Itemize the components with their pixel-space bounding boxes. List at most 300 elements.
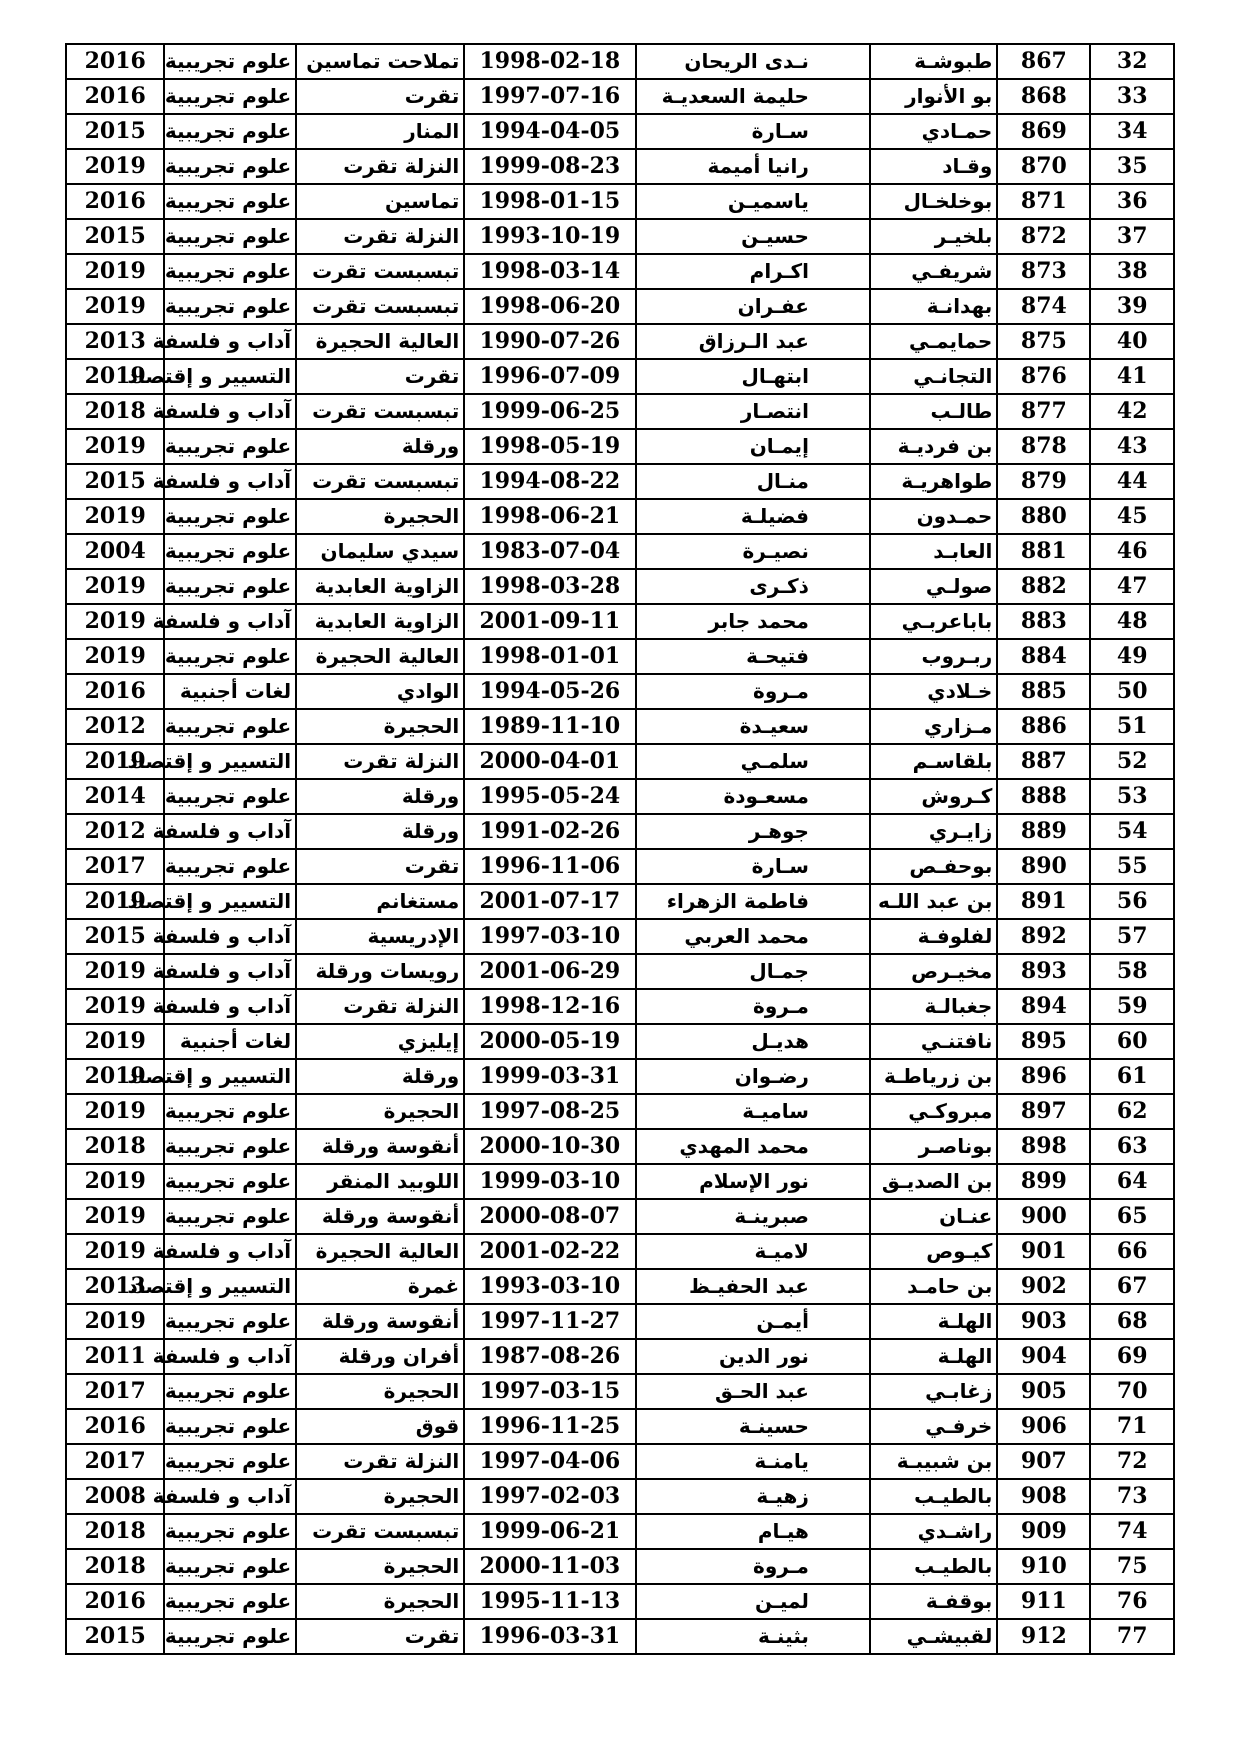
last-name-cell: بوحفـص xyxy=(870,849,997,884)
place-cell: ورقلة xyxy=(296,429,464,464)
last-name-cell: بوقفـة xyxy=(870,1584,997,1619)
table-row xyxy=(66,464,1174,499)
birth-date-cell: 1996-03-31 xyxy=(464,1619,635,1654)
registration-number-cell: 909 xyxy=(997,1514,1090,1549)
year-cell: 2019 xyxy=(66,254,164,289)
row-number-cell: 74 xyxy=(1090,1514,1174,1549)
stream-cell: آداب و فلسفة xyxy=(164,604,296,639)
table-row xyxy=(66,1304,1174,1339)
stream-cell: علوم تجريبية xyxy=(164,44,296,79)
stream-cell: علوم تجريبية xyxy=(164,1094,296,1129)
place-cell: إيليزي xyxy=(296,1024,464,1059)
first-name-cell: محمد العربي xyxy=(636,919,870,954)
row-number-cell: 53 xyxy=(1090,779,1174,814)
table-row xyxy=(66,1374,1174,1409)
table-row xyxy=(66,919,1174,954)
registration-number-cell: 904 xyxy=(997,1339,1090,1374)
stream-cell: علوم تجريبية xyxy=(164,534,296,569)
first-name-cell: هديـل xyxy=(636,1024,870,1059)
table-row xyxy=(66,1164,1174,1199)
birth-date-cell: 2001-07-17 xyxy=(464,884,635,919)
registration-number-cell: 873 xyxy=(997,254,1090,289)
row-number-cell: 34 xyxy=(1090,114,1174,149)
place-cell: تقرت xyxy=(296,79,464,114)
row-number-cell: 44 xyxy=(1090,464,1174,499)
row-number-cell: 76 xyxy=(1090,1584,1174,1619)
stream-cell: علوم تجريبية xyxy=(164,1584,296,1619)
birth-date-cell: 1999-03-10 xyxy=(464,1164,635,1199)
last-name-cell: بوخلخـال xyxy=(870,184,997,219)
first-name-cell: نصيـرة xyxy=(636,534,870,569)
birth-date-cell: 1998-01-01 xyxy=(464,639,635,674)
registration-number-cell: 876 xyxy=(997,359,1090,394)
first-name-cell: مـروة xyxy=(636,1549,870,1584)
registration-number-cell: 883 xyxy=(997,604,1090,639)
birth-date-cell: 1987-08-26 xyxy=(464,1339,635,1374)
registration-number-cell: 871 xyxy=(997,184,1090,219)
table-row xyxy=(66,569,1174,604)
last-name-cell: كـروش xyxy=(870,779,997,814)
row-number-cell: 64 xyxy=(1090,1164,1174,1199)
stream-cell: علوم تجريبية xyxy=(164,184,296,219)
first-name-cell: نور الإسلام xyxy=(636,1164,870,1199)
registration-number-cell: 868 xyxy=(997,79,1090,114)
table-row xyxy=(66,289,1174,324)
table-row xyxy=(66,1444,1174,1479)
registration-number-cell: 867 xyxy=(997,44,1090,79)
birth-date-cell: 2001-02-22 xyxy=(464,1234,635,1269)
place-cell: ورقلة xyxy=(296,1059,464,1094)
last-name-cell: بن حامـد xyxy=(870,1269,997,1304)
table-row xyxy=(66,219,1174,254)
row-number-cell: 33 xyxy=(1090,79,1174,114)
last-name-cell: ربـروب xyxy=(870,639,997,674)
first-name-cell: محمد المهدي xyxy=(636,1129,870,1164)
row-number-cell: 59 xyxy=(1090,989,1174,1024)
place-cell: الحجيرة xyxy=(296,1094,464,1129)
last-name-cell: خـلادي xyxy=(870,674,997,709)
registration-number-cell: 893 xyxy=(997,954,1090,989)
table-row xyxy=(66,324,1174,359)
table-row xyxy=(66,849,1174,884)
stream-cell: التسيير و إقتصاد xyxy=(164,744,296,779)
birth-date-cell: 1999-08-23 xyxy=(464,149,635,184)
first-name-cell: عبد الحفيـظ xyxy=(636,1269,870,1304)
row-number-cell: 38 xyxy=(1090,254,1174,289)
first-name-cell: جمـال xyxy=(636,954,870,989)
last-name-cell: حمـدون xyxy=(870,499,997,534)
year-cell: 2015 xyxy=(66,1619,164,1654)
place-cell: سيدي سليمان xyxy=(296,534,464,569)
table-row xyxy=(66,1094,1174,1129)
table-row xyxy=(66,1479,1174,1514)
first-name-cell: يامنـة xyxy=(636,1444,870,1479)
table-row xyxy=(66,79,1174,114)
year-cell: 2017 xyxy=(66,849,164,884)
table-row xyxy=(66,359,1174,394)
registration-number-cell: 895 xyxy=(997,1024,1090,1059)
place-cell: ورقلة xyxy=(296,814,464,849)
stream-cell: علوم تجريبية xyxy=(164,1444,296,1479)
birth-date-cell: 1997-02-03 xyxy=(464,1479,635,1514)
place-cell: النزلة تقرت xyxy=(296,219,464,254)
birth-date-cell: 1997-03-10 xyxy=(464,919,635,954)
place-cell: الحجيرة xyxy=(296,709,464,744)
first-name-cell: حسينـة xyxy=(636,1409,870,1444)
last-name-cell: بن عبد اللـه xyxy=(870,884,997,919)
registration-number-cell: 898 xyxy=(997,1129,1090,1164)
place-cell: تبسبست تقرت xyxy=(296,289,464,324)
registration-number-cell: 885 xyxy=(997,674,1090,709)
first-name-cell: سـارة xyxy=(636,849,870,884)
table-row xyxy=(66,184,1174,219)
birth-date-cell: 1993-10-19 xyxy=(464,219,635,254)
place-cell: أنقوسة ورقلة xyxy=(296,1199,464,1234)
stream-cell: علوم تجريبية xyxy=(164,289,296,324)
registration-number-cell: 882 xyxy=(997,569,1090,604)
last-name-cell: بهدانـة xyxy=(870,289,997,324)
place-cell: النزلة تقرت xyxy=(296,989,464,1024)
year-cell: 2015 xyxy=(66,919,164,954)
place-cell: قوق xyxy=(296,1409,464,1444)
year-cell: 2019 xyxy=(66,639,164,674)
first-name-cell: عبد الحـق xyxy=(636,1374,870,1409)
year-cell: 2019 xyxy=(66,569,164,604)
birth-date-cell: 1997-11-27 xyxy=(464,1304,635,1339)
year-cell: 2015 xyxy=(66,114,164,149)
last-name-cell: حمايمـي xyxy=(870,324,997,359)
year-cell: 2019 xyxy=(66,499,164,534)
stream-cell: علوم تجريبية xyxy=(164,569,296,604)
birth-date-cell: 1996-07-09 xyxy=(464,359,635,394)
birth-date-cell: 1991-02-26 xyxy=(464,814,635,849)
first-name-cell: حليمة السعديـة xyxy=(636,79,870,114)
place-cell: أنقوسة ورقلة xyxy=(296,1129,464,1164)
first-name-cell: نور الدين xyxy=(636,1339,870,1374)
table-row xyxy=(66,744,1174,779)
stream-cell: علوم تجريبية xyxy=(164,149,296,184)
year-cell: 2016 xyxy=(66,44,164,79)
registration-number-cell: 892 xyxy=(997,919,1090,954)
row-number-cell: 43 xyxy=(1090,429,1174,464)
birth-date-cell: 2000-08-07 xyxy=(464,1199,635,1234)
stream-cell: علوم تجريبية xyxy=(164,1199,296,1234)
row-number-cell: 58 xyxy=(1090,954,1174,989)
table-row xyxy=(66,604,1174,639)
year-cell: 2011 xyxy=(66,1339,164,1374)
table-row xyxy=(66,429,1174,464)
row-number-cell: 32 xyxy=(1090,44,1174,79)
birth-date-cell: 2000-11-03 xyxy=(464,1549,635,1584)
first-name-cell: سلمـي xyxy=(636,744,870,779)
birth-date-cell: 1983-07-04 xyxy=(464,534,635,569)
place-cell: اللوبيد المنقر xyxy=(296,1164,464,1199)
first-name-cell: سـارة xyxy=(636,114,870,149)
stream-cell: التسيير و إقتصاد xyxy=(164,1269,296,1304)
birth-date-cell: 2000-10-30 xyxy=(464,1129,635,1164)
first-name-cell: ابتهـال xyxy=(636,359,870,394)
last-name-cell: مبروكـي xyxy=(870,1094,997,1129)
first-name-cell: فتيحـة xyxy=(636,639,870,674)
place-cell: الحجيرة xyxy=(296,499,464,534)
last-name-cell: شريفـي xyxy=(870,254,997,289)
place-cell: النزلة تقرت xyxy=(296,1444,464,1479)
last-name-cell: الهلـة xyxy=(870,1339,997,1374)
year-cell: 2019 xyxy=(66,1059,164,1094)
first-name-cell: محمد جابر xyxy=(636,604,870,639)
table-row xyxy=(66,149,1174,184)
place-cell: أنقوسة ورقلة xyxy=(296,1304,464,1339)
last-name-cell: مـزاري xyxy=(870,709,997,744)
stream-cell: آداب و فلسفة xyxy=(164,324,296,359)
stream-cell: آداب و فلسفة xyxy=(164,954,296,989)
stream-cell: علوم تجريبية xyxy=(164,254,296,289)
last-name-cell: عنـان xyxy=(870,1199,997,1234)
table-row xyxy=(66,254,1174,289)
table-row xyxy=(66,779,1174,814)
first-name-cell: صبرينـة xyxy=(636,1199,870,1234)
table-row xyxy=(66,1409,1174,1444)
student-table xyxy=(65,43,1175,1655)
last-name-cell: خرفـي xyxy=(870,1409,997,1444)
row-number-cell: 77 xyxy=(1090,1619,1174,1654)
row-number-cell: 52 xyxy=(1090,744,1174,779)
first-name-cell: رضـوان xyxy=(636,1059,870,1094)
place-cell: غمرة xyxy=(296,1269,464,1304)
birth-date-cell: 1994-04-05 xyxy=(464,114,635,149)
year-cell: 2018 xyxy=(66,1129,164,1164)
table-row xyxy=(66,1199,1174,1234)
first-name-cell: فاطمة الزهراء xyxy=(636,884,870,919)
first-name-cell: ياسميـن xyxy=(636,184,870,219)
stream-cell: علوم تجريبية xyxy=(164,1409,296,1444)
first-name-cell: حسيـن xyxy=(636,219,870,254)
row-number-cell: 48 xyxy=(1090,604,1174,639)
stream-cell: لغات أجنبية xyxy=(164,1024,296,1059)
table-row xyxy=(66,44,1174,79)
registration-number-cell: 912 xyxy=(997,1619,1090,1654)
registration-number-cell: 905 xyxy=(997,1374,1090,1409)
stream-cell: علوم تجريبية xyxy=(164,1129,296,1164)
place-cell: تبسبست تقرت xyxy=(296,254,464,289)
first-name-cell: جوهـر xyxy=(636,814,870,849)
birth-date-cell: 1994-08-22 xyxy=(464,464,635,499)
row-number-cell: 45 xyxy=(1090,499,1174,534)
registration-number-cell: 872 xyxy=(997,219,1090,254)
year-cell: 2016 xyxy=(66,674,164,709)
row-number-cell: 75 xyxy=(1090,1549,1174,1584)
row-number-cell: 57 xyxy=(1090,919,1174,954)
first-name-cell: عفـران xyxy=(636,289,870,324)
place-cell: النزلة تقرت xyxy=(296,744,464,779)
stream-cell: علوم تجريبية xyxy=(164,709,296,744)
year-cell: 2015 xyxy=(66,464,164,499)
stream-cell: التسيير و إقتصاد xyxy=(164,1059,296,1094)
year-cell: 2019 xyxy=(66,1304,164,1339)
last-name-cell: بن زرياطـة xyxy=(870,1059,997,1094)
last-name-cell: لقبيشـي xyxy=(870,1619,997,1654)
birth-date-cell: 1998-12-16 xyxy=(464,989,635,1024)
row-number-cell: 51 xyxy=(1090,709,1174,744)
row-number-cell: 68 xyxy=(1090,1304,1174,1339)
year-cell: 2016 xyxy=(66,79,164,114)
stream-cell: آداب و فلسفة xyxy=(164,394,296,429)
year-cell: 2016 xyxy=(66,1409,164,1444)
first-name-cell: عبد الـرزاق xyxy=(636,324,870,359)
table-body xyxy=(66,44,1174,1654)
table-row xyxy=(66,639,1174,674)
last-name-cell: بن شبيبـة xyxy=(870,1444,997,1479)
place-cell: الإدريسية xyxy=(296,919,464,954)
first-name-cell: سعيـدة xyxy=(636,709,870,744)
stream-cell: لغات أجنبية xyxy=(164,674,296,709)
stream-cell: علوم تجريبية xyxy=(164,1374,296,1409)
row-number-cell: 36 xyxy=(1090,184,1174,219)
first-name-cell: مسعـودة xyxy=(636,779,870,814)
birth-date-cell: 1996-11-06 xyxy=(464,849,635,884)
registration-number-cell: 890 xyxy=(997,849,1090,884)
year-cell: 2018 xyxy=(66,1549,164,1584)
birth-date-cell: 1998-01-15 xyxy=(464,184,635,219)
table-row xyxy=(66,1269,1174,1304)
table-row xyxy=(66,1129,1174,1164)
registration-number-cell: 891 xyxy=(997,884,1090,919)
year-cell: 2019 xyxy=(66,1199,164,1234)
registration-number-cell: 869 xyxy=(997,114,1090,149)
table-row xyxy=(66,709,1174,744)
birth-date-cell: 1989-11-10 xyxy=(464,709,635,744)
first-name-cell: لاميـة xyxy=(636,1234,870,1269)
registration-number-cell: 897 xyxy=(997,1094,1090,1129)
year-cell: 2019 xyxy=(66,954,164,989)
last-name-cell: بلقاسـم xyxy=(870,744,997,779)
registration-number-cell: 910 xyxy=(997,1549,1090,1584)
last-name-cell: زايـري xyxy=(870,814,997,849)
first-name-cell: مـروة xyxy=(636,989,870,1024)
first-name-cell: لميـن xyxy=(636,1584,870,1619)
table-row xyxy=(66,1234,1174,1269)
birth-date-cell: 1995-11-13 xyxy=(464,1584,635,1619)
stream-cell: علوم تجريبية xyxy=(164,499,296,534)
year-cell: 2019 xyxy=(66,1024,164,1059)
birth-date-cell: 1997-04-06 xyxy=(464,1444,635,1479)
last-name-cell: بن الصديـق xyxy=(870,1164,997,1199)
first-name-cell: انتصـار xyxy=(636,394,870,429)
registration-number-cell: 879 xyxy=(997,464,1090,499)
place-cell: مستغانم xyxy=(296,884,464,919)
table-row xyxy=(66,1549,1174,1584)
stream-cell: علوم تجريبية xyxy=(164,429,296,464)
year-cell: 2018 xyxy=(66,394,164,429)
place-cell: العالية الحجيرة xyxy=(296,639,464,674)
place-cell: الحجيرة xyxy=(296,1549,464,1584)
place-cell: تبسبست تقرت xyxy=(296,1514,464,1549)
first-name-cell: اكـرام xyxy=(636,254,870,289)
place-cell: العالية الحجيرة xyxy=(296,1234,464,1269)
stream-cell: علوم تجريبية xyxy=(164,114,296,149)
stream-cell: علوم تجريبية xyxy=(164,779,296,814)
birth-date-cell: 1999-06-21 xyxy=(464,1514,635,1549)
row-number-cell: 49 xyxy=(1090,639,1174,674)
row-number-cell: 41 xyxy=(1090,359,1174,394)
stream-cell: آداب و فلسفة xyxy=(164,1479,296,1514)
last-name-cell: بالطيـب xyxy=(870,1549,997,1584)
stream-cell: علوم تجريبية xyxy=(164,1619,296,1654)
first-name-cell: إيمـان xyxy=(636,429,870,464)
stream-cell: آداب و فلسفة xyxy=(164,1234,296,1269)
place-cell: تبسبست تقرت xyxy=(296,394,464,429)
registration-number-cell: 902 xyxy=(997,1269,1090,1304)
registration-number-cell: 907 xyxy=(997,1444,1090,1479)
last-name-cell: كيـوص xyxy=(870,1234,997,1269)
last-name-cell: بو الأنوار xyxy=(870,79,997,114)
row-number-cell: 67 xyxy=(1090,1269,1174,1304)
birth-date-cell: 1990-07-26 xyxy=(464,324,635,359)
place-cell: تقرت xyxy=(296,849,464,884)
last-name-cell: بن فرديـة xyxy=(870,429,997,464)
registration-number-cell: 889 xyxy=(997,814,1090,849)
stream-cell: التسيير و إقتصاد xyxy=(164,884,296,919)
year-cell: 2019 xyxy=(66,989,164,1024)
place-cell: ورقلة xyxy=(296,779,464,814)
place-cell: تقرت xyxy=(296,1619,464,1654)
registration-number-cell: 881 xyxy=(997,534,1090,569)
place-cell: الوادي xyxy=(296,674,464,709)
year-cell: 2019 xyxy=(66,1094,164,1129)
year-cell: 2008 xyxy=(66,1479,164,1514)
table-row xyxy=(66,884,1174,919)
registration-number-cell: 906 xyxy=(997,1409,1090,1444)
row-number-cell: 63 xyxy=(1090,1129,1174,1164)
row-number-cell: 69 xyxy=(1090,1339,1174,1374)
birth-date-cell: 2001-06-29 xyxy=(464,954,635,989)
registration-number-cell: 903 xyxy=(997,1304,1090,1339)
birth-date-cell: 1998-06-21 xyxy=(464,499,635,534)
last-name-cell: وقـاد xyxy=(870,149,997,184)
registration-number-cell: 880 xyxy=(997,499,1090,534)
year-cell: 2019 xyxy=(66,429,164,464)
first-name-cell: ساميـة xyxy=(636,1094,870,1129)
registration-number-cell: 878 xyxy=(997,429,1090,464)
birth-date-cell: 2000-04-01 xyxy=(464,744,635,779)
year-cell: 2019 xyxy=(66,604,164,639)
row-number-cell: 54 xyxy=(1090,814,1174,849)
stream-cell: آداب و فلسفة xyxy=(164,814,296,849)
row-number-cell: 39 xyxy=(1090,289,1174,324)
place-cell: الحجيرة xyxy=(296,1479,464,1514)
registration-number-cell: 894 xyxy=(997,989,1090,1024)
table-row xyxy=(66,674,1174,709)
first-name-cell: هيـام xyxy=(636,1514,870,1549)
row-number-cell: 62 xyxy=(1090,1094,1174,1129)
year-cell: 2012 xyxy=(66,709,164,744)
place-cell: الزاوية العابدية xyxy=(296,569,464,604)
row-number-cell: 66 xyxy=(1090,1234,1174,1269)
birth-date-cell: 1998-06-20 xyxy=(464,289,635,324)
row-number-cell: 71 xyxy=(1090,1409,1174,1444)
row-number-cell: 42 xyxy=(1090,394,1174,429)
row-number-cell: 35 xyxy=(1090,149,1174,184)
place-cell: العالية الحجيرة xyxy=(296,324,464,359)
last-name-cell: زغابـي xyxy=(870,1374,997,1409)
year-cell: 2015 xyxy=(66,219,164,254)
table-row xyxy=(66,1339,1174,1374)
first-name-cell: مـروة xyxy=(636,674,870,709)
row-number-cell: 73 xyxy=(1090,1479,1174,1514)
row-number-cell: 47 xyxy=(1090,569,1174,604)
place-cell: تماسين xyxy=(296,184,464,219)
last-name-cell: حمـادي xyxy=(870,114,997,149)
